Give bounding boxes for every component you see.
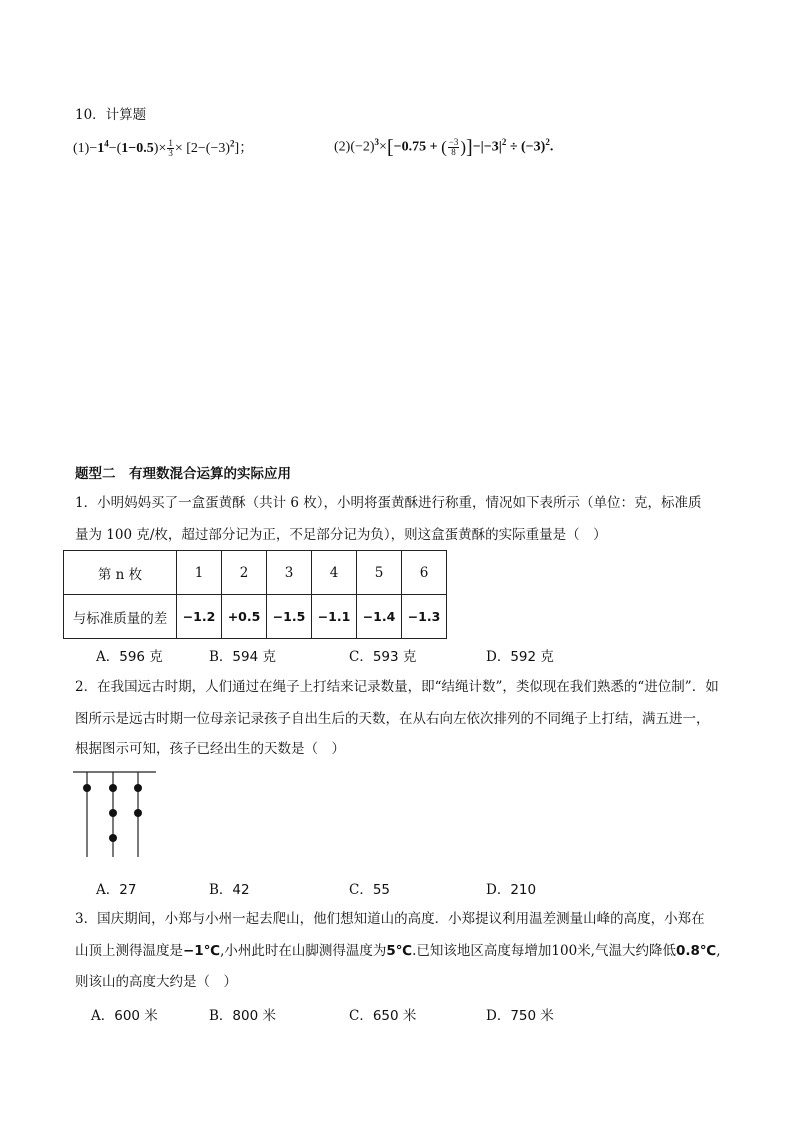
- option-text: 27: [119, 882, 137, 898]
- table-cell: −1.3: [402, 595, 447, 639]
- knot: [109, 834, 117, 842]
- expr2-frac-den: 8: [451, 146, 456, 157]
- expr2-exp2a: 2: [501, 137, 507, 147]
- q1-option-b[interactable]: [209, 645, 276, 665]
- option-text: 594 克: [232, 649, 276, 665]
- table-cell: −1.5: [267, 595, 312, 639]
- option-label: B．: [209, 649, 233, 665]
- expr2-lparen: (: [441, 137, 447, 157]
- table-cell: 6: [402, 551, 447, 595]
- expr2-rbracket: ]: [466, 136, 473, 159]
- option-label: A．: [91, 1008, 115, 1024]
- q2-option-c[interactable]: [349, 878, 390, 898]
- q2-line-1: 2．在我国远古时期，人们通过在绳子上打结来记录数量，即“结绳计数”，类似现在我们熟悉的“进位制”．如: [75, 679, 719, 695]
- expr1-inner: 1−0.5: [121, 141, 154, 156]
- expr1-frac-num: 1: [168, 138, 173, 149]
- table-row: [64, 595, 447, 639]
- table-cell: −1.1: [312, 595, 357, 639]
- option-text: 210: [510, 882, 537, 898]
- option-label: D．: [486, 649, 511, 665]
- q1-option-c[interactable]: [349, 645, 416, 665]
- table-cell: −1.2: [177, 595, 222, 639]
- q10-title: 10．计算题: [75, 107, 147, 123]
- q3-text: ,小州此时在山脚测得温度为: [220, 943, 387, 959]
- q2-line-2: 图所示是远古时期一位母亲记录孩子自出生后的天数，在从右向左依次排列的不同绳子上打结，满五进一，: [75, 711, 710, 727]
- option-text: 600 米: [114, 1008, 158, 1024]
- expr2-lbracket: [: [386, 136, 394, 159]
- expr2-fraction: [448, 138, 460, 157]
- table-header-cell: 与标准质量的差: [64, 595, 177, 639]
- table-cell: 2: [222, 551, 267, 595]
- knot: [134, 784, 142, 792]
- option-text: 592 克: [510, 649, 554, 665]
- knot-rope-figure: [70, 768, 160, 860]
- knot: [109, 809, 117, 817]
- q3-option-b[interactable]: [209, 1004, 276, 1024]
- knot: [134, 809, 142, 817]
- option-label: D．: [486, 1008, 511, 1024]
- table-cell: −1.4: [357, 595, 402, 639]
- knot: [83, 784, 91, 792]
- option-label: B．: [209, 882, 233, 898]
- option-text: 750 米: [510, 1008, 554, 1024]
- table-row: [64, 551, 447, 595]
- q2-line-3: 根据图示可知，孩子已经出生的天数是（ ）: [75, 741, 345, 757]
- q1-option-a[interactable]: [96, 645, 163, 665]
- expr2-times: ×: [379, 139, 387, 155]
- expr1-suffix: ]；: [234, 141, 254, 156]
- expr1-part4: × [2−(−3): [174, 141, 231, 156]
- q3-option-a[interactable]: [91, 1004, 158, 1024]
- table-cell: +0.5: [222, 595, 267, 639]
- expr2-inner1: −0.75 +: [393, 139, 442, 155]
- q2-option-a[interactable]: [96, 878, 136, 898]
- expr2-rparen: ): [460, 137, 467, 157]
- knot: [109, 784, 117, 792]
- option-label: C．: [349, 1008, 373, 1024]
- table-cell: 5: [357, 551, 402, 595]
- expr2-exp3: 3: [374, 137, 380, 147]
- expr2-part2: −|−3|: [472, 139, 502, 155]
- option-text: 55: [372, 882, 391, 898]
- expr1-exp4: 4: [104, 138, 109, 149]
- table-header-cell: 第 n 枚: [64, 551, 177, 595]
- option-text: 596 克: [119, 649, 163, 665]
- option-text: 42: [232, 882, 250, 898]
- q3-option-c[interactable]: [349, 1004, 416, 1024]
- expr1-fraction: [167, 139, 174, 158]
- option-label: C．: [349, 649, 373, 665]
- expr1-exp2: 2: [230, 138, 235, 149]
- q3-line-1: 3．国庆期间，小郑与小州一起去爬山，他们想知道山的高度．小郑提议利用温差测量山峰的高度，小郑在: [75, 911, 705, 927]
- q3-temp-bottom: 5℃: [386, 943, 413, 959]
- q3-text: ,: [716, 943, 721, 959]
- q3-line-3: 则该山的高度大约是（ ）: [75, 974, 237, 990]
- expr1-one: 1: [97, 141, 105, 156]
- q10-expression-2: [334, 137, 553, 157]
- q2-option-d[interactable]: [486, 878, 536, 898]
- option-text: 800 米: [232, 1008, 276, 1024]
- table-cell: 4: [312, 551, 357, 595]
- option-label: A．: [96, 882, 120, 898]
- q3-line-2: [75, 935, 721, 967]
- expr2-prefix: (2)(−2): [334, 139, 375, 155]
- q3-option-d[interactable]: [486, 1004, 554, 1024]
- expr2-frac-num: −3: [448, 136, 459, 147]
- q3-temp-top: −1℃: [183, 943, 221, 959]
- q1-line-1: 1．小明妈妈买了一盒蛋黄酥（共计 6 枚），小明将蛋黄酥进行称重，情况如下表所示（单位：克，标准质: [75, 495, 702, 511]
- option-label: B．: [209, 1008, 233, 1024]
- table-cell: 3: [267, 551, 312, 595]
- q3-text: 山顶上测得温度是: [75, 943, 183, 959]
- q1-line-2: 量为 100 克/枚，超过部分记为正，不足部分记为负），则这盒蛋黄酥的实际重量是（ ）: [75, 527, 607, 543]
- q3-temp-drop: 0.8℃: [675, 943, 717, 959]
- option-label: A．: [96, 649, 120, 665]
- expr2-part3: ÷ (−3): [506, 139, 546, 155]
- section-title: 题型二 有理数混合运算的实际应用: [75, 466, 291, 482]
- expr2-exp2b: 2: [545, 137, 550, 147]
- expr1-prefix: (1)−: [73, 141, 98, 156]
- expr1-part3: )×: [153, 141, 167, 156]
- option-text: 650 米: [372, 1008, 417, 1024]
- option-text: 593 克: [372, 649, 417, 665]
- option-label: C．: [349, 882, 373, 898]
- q10-expression-1: [73, 137, 253, 158]
- q2-option-b[interactable]: [209, 878, 250, 898]
- q1-option-d[interactable]: [486, 645, 554, 665]
- q1-table: [63, 550, 447, 639]
- q3-text: .已知该地区高度每增加100米,气温大约降低: [412, 943, 676, 959]
- option-label: D．: [486, 882, 511, 898]
- table-cell: 1: [177, 551, 222, 595]
- expr2-suffix: .: [549, 139, 554, 155]
- expr1-frac-den: 3: [168, 148, 173, 159]
- expr1-part2: −(: [108, 141, 122, 156]
